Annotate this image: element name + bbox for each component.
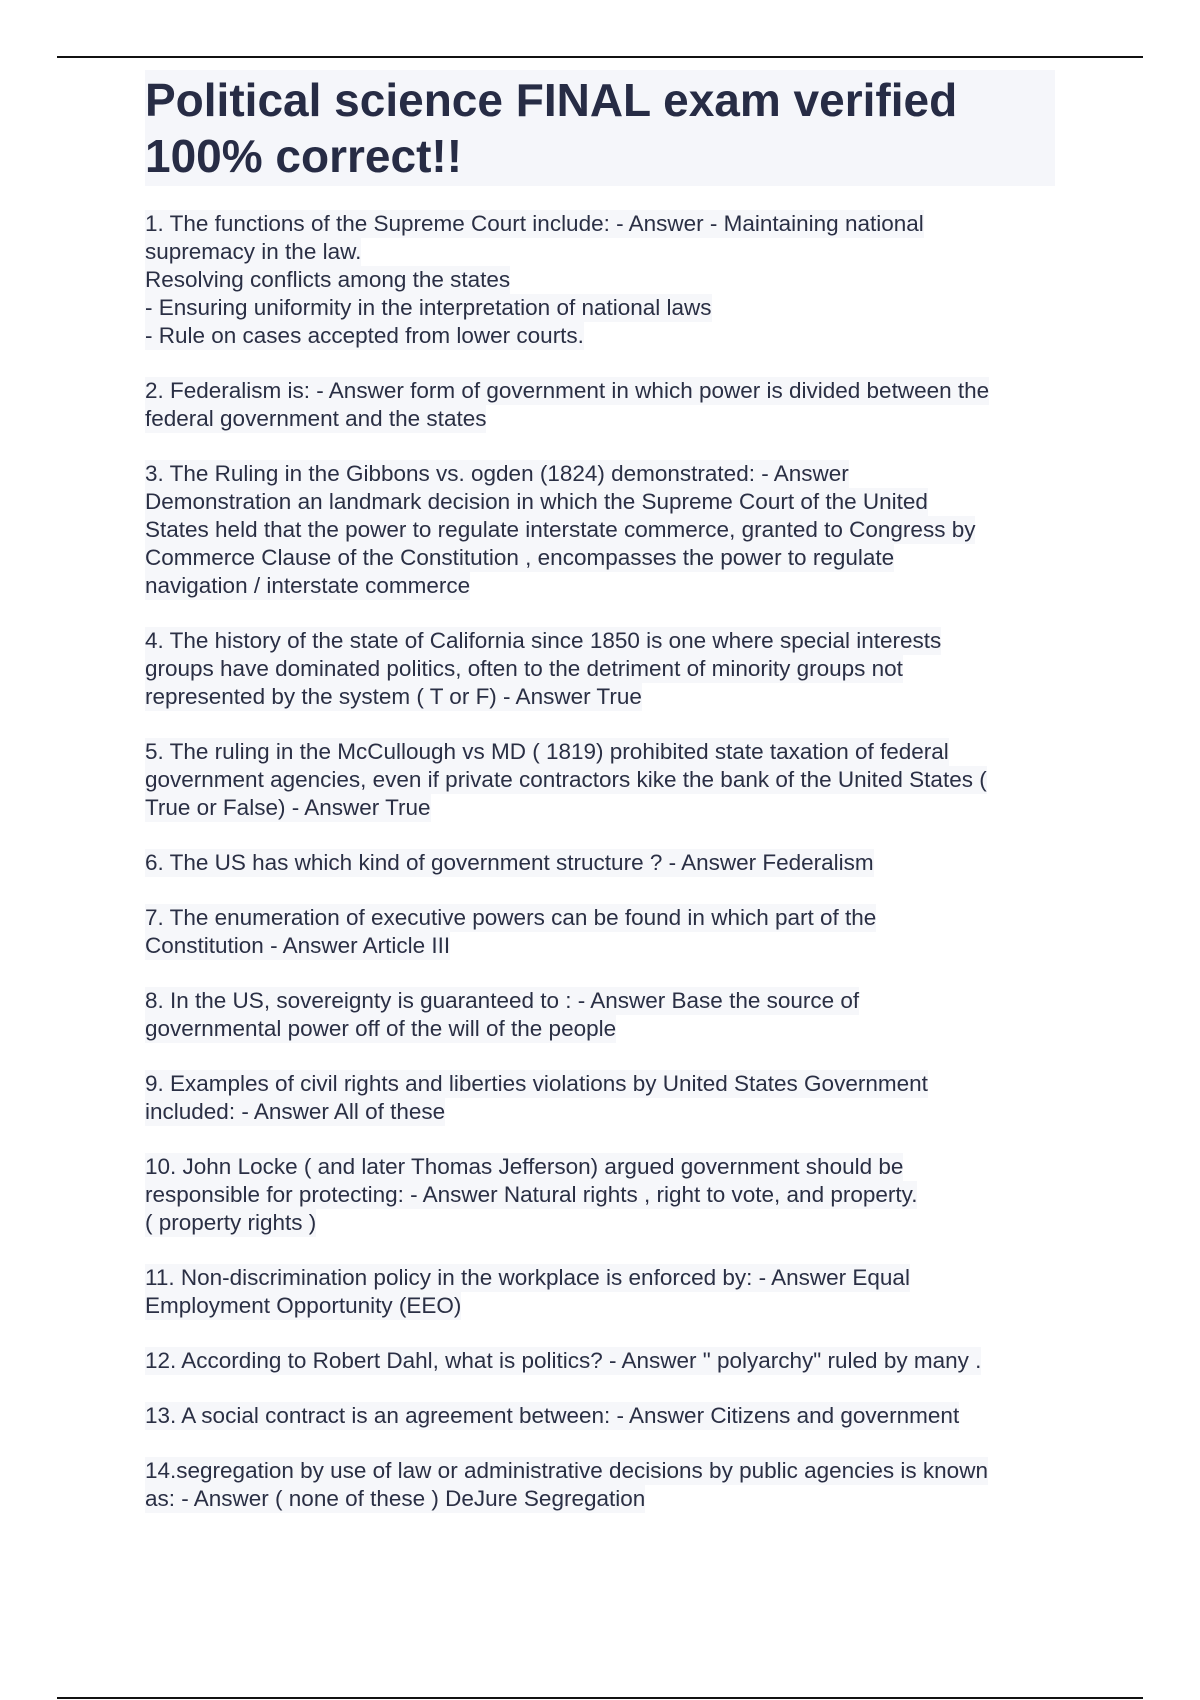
question-text-line: as: - Answer ( none of these ) DeJure Segregation xyxy=(145,1486,646,1511)
question-item xyxy=(145,210,1055,350)
question-text-line: 4. The history of the state of California since 1850 is one where special interests xyxy=(145,628,942,653)
question-text-line: governmental power off of the will of the people xyxy=(145,1016,617,1041)
question-text-line: 6. The US has which kind of government structure ? - Answer Federalism xyxy=(145,850,874,875)
question-text-line: 12. According to Robert Dahl, what is politics? - Answer " polyarchy" ruled by many . xyxy=(145,1348,982,1373)
question-item xyxy=(145,1264,1055,1320)
title-line: 100% correct!! xyxy=(145,130,463,182)
question-text-line: 3. The Ruling in the Gibbons vs. ogden (1824) demonstrated: - Answer xyxy=(145,461,849,486)
question-item xyxy=(145,1402,1055,1430)
question-text-line: 7. The enumeration of executive powers can be found in which part of the xyxy=(145,905,877,930)
top-rule xyxy=(57,56,1143,58)
document-body xyxy=(145,70,1055,1540)
question-text-line: 2. Federalism is: - Answer form of government in which power is divided between the xyxy=(145,378,990,403)
question-text-line: True or False) - Answer True xyxy=(145,795,431,820)
document-title xyxy=(145,70,1055,186)
question-text-line: 11. Non-discrimination policy in the workplace is enforced by: - Answer Equal xyxy=(145,1265,910,1290)
question-item xyxy=(145,1070,1055,1126)
question-text-line: 5. The ruling in the McCullough vs MD ( 1819) prohibited state taxation of federal xyxy=(145,739,949,764)
question-text-line: Employment Opportunity (EEO) xyxy=(145,1293,462,1318)
question-text-line: government agencies, even if private contractors kike the bank of the United States ( xyxy=(145,767,987,792)
question-item xyxy=(145,904,1055,960)
question-item xyxy=(145,1347,1055,1375)
question-text-line: federal government and the states xyxy=(145,406,487,431)
question-text-line: - Rule on cases accepted from lower courts. xyxy=(145,323,584,348)
question-item xyxy=(145,1153,1055,1237)
question-text-line: 1. The functions of the Supreme Court include: - Answer - Maintaining national xyxy=(145,211,924,236)
question-text-line: - Ensuring uniformity in the interpretation of national laws xyxy=(145,295,712,320)
question-item xyxy=(145,849,1055,877)
question-text-line: ( property rights ) xyxy=(145,1210,317,1235)
bottom-rule xyxy=(57,1697,1143,1699)
question-item xyxy=(145,738,1055,822)
title-line: Political science FINAL exam verified xyxy=(145,74,958,126)
question-item xyxy=(145,987,1055,1043)
question-item xyxy=(145,460,1055,600)
question-text-line: 10. John Locke ( and later Thomas Jefferson) argued government should be xyxy=(145,1154,904,1179)
question-text-line: Resolving conflicts among the states xyxy=(145,267,511,292)
question-text-line: included: - Answer All of these xyxy=(145,1099,446,1124)
question-item xyxy=(145,1457,1055,1513)
question-text-line: supremacy in the law. xyxy=(145,239,362,264)
question-text-line: Commerce Clause of the Constitution , encompasses the power to regulate xyxy=(145,545,895,570)
question-item xyxy=(145,627,1055,711)
question-text-line: 14.segregation by use of law or administrative decisions by public agencies is known xyxy=(145,1458,988,1483)
question-text-line: navigation / interstate commerce xyxy=(145,573,471,598)
question-text-line: groups have dominated politics, often to the detriment of minority groups not xyxy=(145,656,903,681)
question-text-line: responsible for protecting: - Answer Natural rights , right to vote, and property. xyxy=(145,1182,918,1207)
question-text-line: 13. A social contract is an agreement between: - Answer Citizens and government xyxy=(145,1403,960,1428)
question-text-line: Constitution - Answer Article III xyxy=(145,933,451,958)
question-text-line: 9. Examples of civil rights and liberties violations by United States Government xyxy=(145,1071,928,1096)
question-text-line: Demonstration an landmark decision in which the Supreme Court of the United xyxy=(145,489,928,514)
question-list xyxy=(145,210,1055,1513)
question-text-line: represented by the system ( T or F) - Answer True xyxy=(145,684,642,709)
question-text-line: States held that the power to regulate interstate commerce, granted to Congress by xyxy=(145,517,976,542)
question-item xyxy=(145,377,1055,433)
question-text-line: 8. In the US, sovereignty is guaranteed to : - Answer Base the source of xyxy=(145,988,860,1013)
